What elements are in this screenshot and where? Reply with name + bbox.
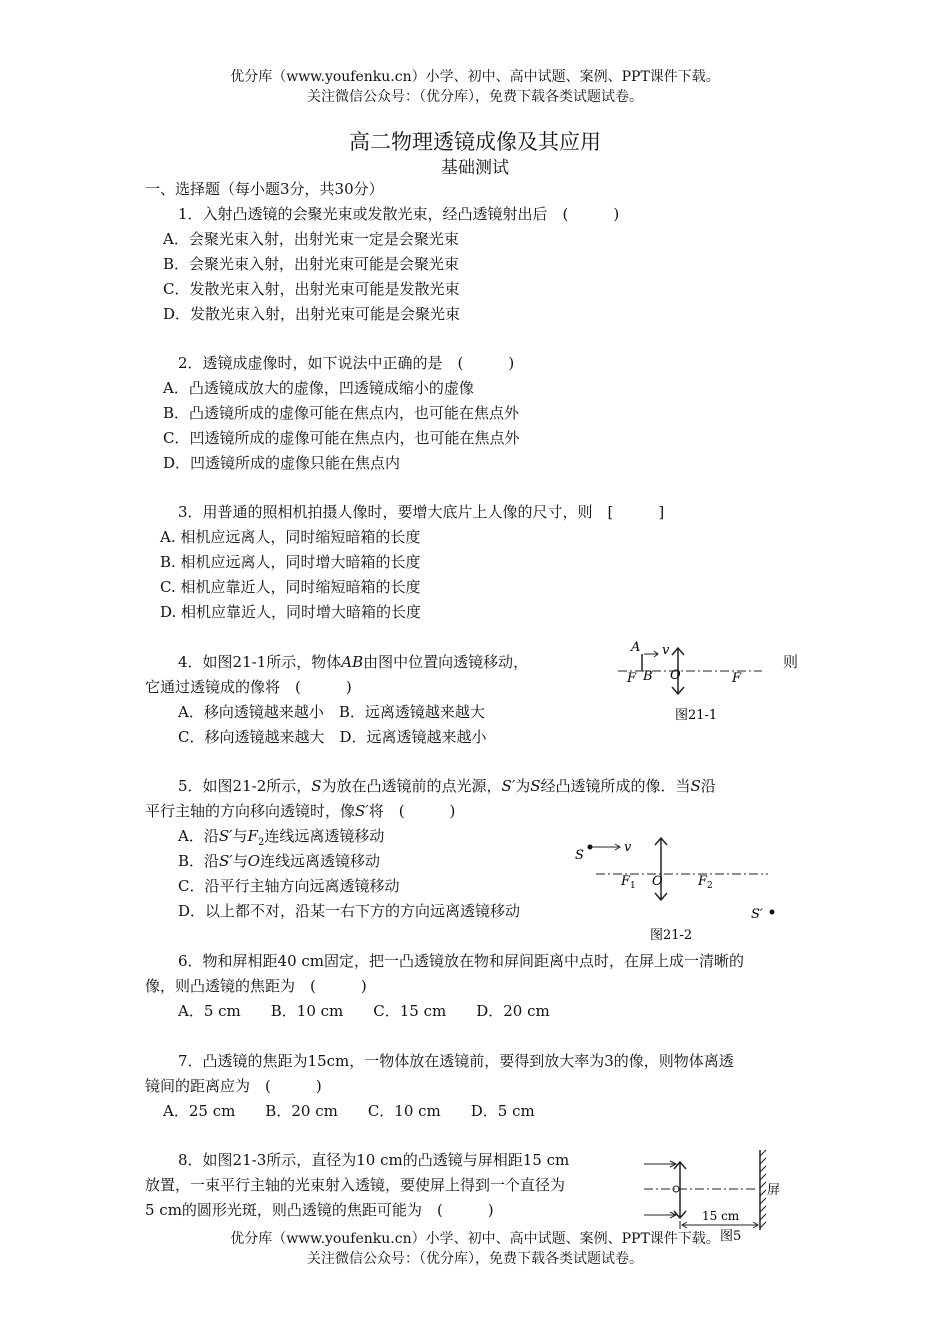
q6-options: A．5 cm B．10 cm C．15 cm D．20 cm bbox=[178, 1002, 550, 1020]
figure-21-2-caption: 图21-2 bbox=[650, 928, 693, 943]
q4-stem-ab: AB bbox=[341, 653, 364, 671]
q5-opt-a-text-2: 与 bbox=[232, 827, 248, 845]
q5-line-2 bbox=[145, 800, 455, 821]
q4-stem-part-a: 4．如图21-1所示，物体 bbox=[178, 653, 342, 671]
q7-line-1: 7．凸透镜的焦距为15cm，一物体放在透镜前，要得到放大率为3的像，则物体离透 bbox=[178, 1052, 734, 1070]
label-o: O bbox=[652, 874, 663, 889]
q5-opt-b-text-3: 连线远离透镜移动 bbox=[260, 852, 381, 870]
q5-opt-b-sp: S′ bbox=[219, 852, 233, 870]
figure-21-1 bbox=[612, 632, 772, 727]
label-f2: $F_2$ bbox=[698, 874, 713, 891]
q5-text-c: 为 bbox=[515, 777, 531, 795]
label-a: A bbox=[631, 640, 641, 655]
q5-opt-a-sp: S′ bbox=[218, 827, 233, 845]
label-b: B bbox=[643, 669, 653, 684]
q5-opt-b-text-1: B．沿 bbox=[178, 852, 220, 870]
q5-text-f: 平行主轴的方向移向透镜时，像 bbox=[145, 802, 356, 820]
q5-text-e: 沿 bbox=[700, 777, 716, 795]
q5-text-d: 经凸透镜所成的像．当 bbox=[540, 777, 691, 795]
q2-option-d: D．凹透镜所成的虚像只能在焦点内 bbox=[163, 454, 401, 472]
label-v: v bbox=[624, 840, 632, 855]
q5-opt-a-sub: 2 bbox=[257, 837, 265, 848]
label-f-right: F bbox=[732, 671, 742, 686]
q2-stem: 2．透镜成虚像时，如下说法中正确的是 ( ) bbox=[178, 354, 515, 372]
label-f1: $F_1$ bbox=[621, 874, 636, 891]
q3-option-b: B. 相机应远离人，同时增大暗箱的长度 bbox=[160, 553, 421, 571]
screen-hatching bbox=[760, 1150, 766, 1228]
page-subtitle: 基础测试 bbox=[441, 158, 509, 178]
q8-line-3: 5 cm的圆形光斑，则凸透镜的焦距可能为 ( ) bbox=[145, 1201, 494, 1219]
q1-stem: 1．入射凸透镜的会聚光束或发散光束，经凸透镜射出后 ( ) bbox=[178, 205, 620, 223]
q4-options-row-1: A．移向透镜越来越小 B．远离透镜越来越大 bbox=[178, 703, 485, 721]
q5-s-prime-2: S′ bbox=[355, 802, 369, 820]
q5-text-a: 5．如图21-2所示， bbox=[178, 777, 312, 795]
q5-line-1 bbox=[178, 775, 716, 796]
q8-line-2: 放置，一束平行主轴的光束射入透镜，要使屏上得到一个直径为 bbox=[145, 1176, 566, 1194]
label-s-prime: S′ bbox=[751, 907, 763, 922]
q8-line-1: 8．如图21-3所示，直径为10 cm的凸透镜与屏相距15 cm bbox=[178, 1151, 570, 1169]
q5-text-g: 将 ( ) bbox=[368, 802, 456, 820]
label-v: v bbox=[662, 643, 670, 658]
figure-21-3-caption: 图5 bbox=[720, 1229, 742, 1244]
figure-21-1-caption: 图21-1 bbox=[675, 708, 718, 723]
q4-stem-end: 则 bbox=[783, 653, 799, 671]
q5-opt-b-text-2: 与 bbox=[232, 852, 248, 870]
q6-line-2: 像，则凸透镜的焦距为 ( ) bbox=[145, 977, 367, 995]
q7-line-2: 镜间的距离应为 ( ) bbox=[145, 1077, 322, 1095]
label-distance: 15 cm bbox=[702, 1209, 740, 1223]
q2-option-b: B．凸透镜所成的虚像可能在焦点内，也可能在焦点外 bbox=[163, 404, 520, 422]
q5-opt-a-f: F bbox=[247, 827, 258, 845]
q5-s: S bbox=[311, 777, 322, 795]
q3-stem: 3．用普通的照相机拍摄人像时，要增大底片上人像的尺寸，则 [ ] bbox=[178, 503, 665, 521]
q5-option-c: C．沿平行主轴方向远离透镜移动 bbox=[178, 877, 400, 895]
q3-option-a: A. 相机应远离人，同时缩短暗箱的长度 bbox=[160, 528, 421, 546]
q5-s-3: S bbox=[690, 777, 701, 795]
q1-option-d: D．发散光束入射，出射光束可能是会聚光束 bbox=[163, 305, 461, 323]
label-s: S bbox=[575, 848, 584, 863]
q4-options-row-2: C．移向透镜越来越大 D．远离透镜越来越小 bbox=[178, 728, 487, 746]
label-f-left: F bbox=[627, 671, 637, 686]
page-title: 高二物理透镜成像及其应用 bbox=[349, 130, 601, 154]
label-o: O bbox=[670, 668, 681, 683]
q4-stem-line-1 bbox=[178, 651, 528, 672]
q5-opt-a-text-3: 连线远离透镜移动 bbox=[264, 827, 385, 845]
header-line-1: 优分库（www.youfenku.cn）小学、初中、高中试题、案例、PPT课件下载。 bbox=[230, 69, 720, 85]
q3-option-d: D. 相机应靠近人，同时增大暗箱的长度 bbox=[160, 603, 422, 621]
footer-line-1: 优分库（www.youfenku.cn）小学、初中、高中试题、案例、PPT课件下载。 bbox=[230, 1231, 720, 1247]
q1-option-c: C．发散光束入射，出射光束可能是发散光束 bbox=[163, 280, 460, 298]
image-point-s-prime bbox=[770, 910, 775, 915]
q3-option-c: C. 相机应靠近人，同时缩短暗箱的长度 bbox=[160, 578, 421, 596]
q2-option-a: A．凸透镜成放大的虚像，凹透镜成缩小的虚像 bbox=[163, 379, 474, 397]
point-source-s bbox=[588, 845, 593, 850]
q4-stem-line-2: 它通过透镜成的像将 ( ) bbox=[145, 678, 352, 696]
header-line-2: 关注微信公众号：（优分库），免费下载各类试题试卷。 bbox=[307, 89, 643, 105]
q5-option-d: D．以上都不对，沿某一右下方的方向远离透镜移动 bbox=[178, 902, 521, 920]
q5-s-prime: S′ bbox=[501, 777, 516, 795]
footer-line-2: 关注微信公众号：（优分库），免费下载各类试题试卷。 bbox=[307, 1251, 643, 1267]
q2-option-c: C．凹透镜所成的虚像可能在焦点内，也可能在焦点外 bbox=[163, 429, 520, 447]
q5-s-2: S bbox=[530, 777, 541, 795]
q5-option-b bbox=[178, 850, 380, 871]
label-screen: 屏 bbox=[767, 1183, 781, 1198]
figure-21-2 bbox=[570, 832, 790, 944]
section-heading: 一、选择题（每小题3分，共30分） bbox=[145, 180, 384, 198]
q4-stem-part-b: 由图中位置向透镜移动， bbox=[363, 653, 529, 671]
q5-option-a bbox=[178, 825, 384, 848]
q5-opt-b-o: O bbox=[247, 852, 261, 870]
q1-option-a: A．会聚光束入射，出射光束一定是会聚光束 bbox=[163, 230, 459, 248]
q1-option-b: B．会聚光束入射，出射光束可能是会聚光束 bbox=[163, 255, 460, 273]
q6-line-1: 6．物和屏相距40 cm固定，把一凸透镜放在物和屏间距离中点时，在屏上成一清晰的 bbox=[178, 952, 745, 970]
q7-options: A．25 cm B．20 cm C．10 cm D．5 cm bbox=[163, 1102, 535, 1120]
q5-opt-a-text-1: A．沿 bbox=[178, 827, 219, 845]
q5-text-b: 为放在凸透镜前的点光源， bbox=[321, 777, 502, 795]
